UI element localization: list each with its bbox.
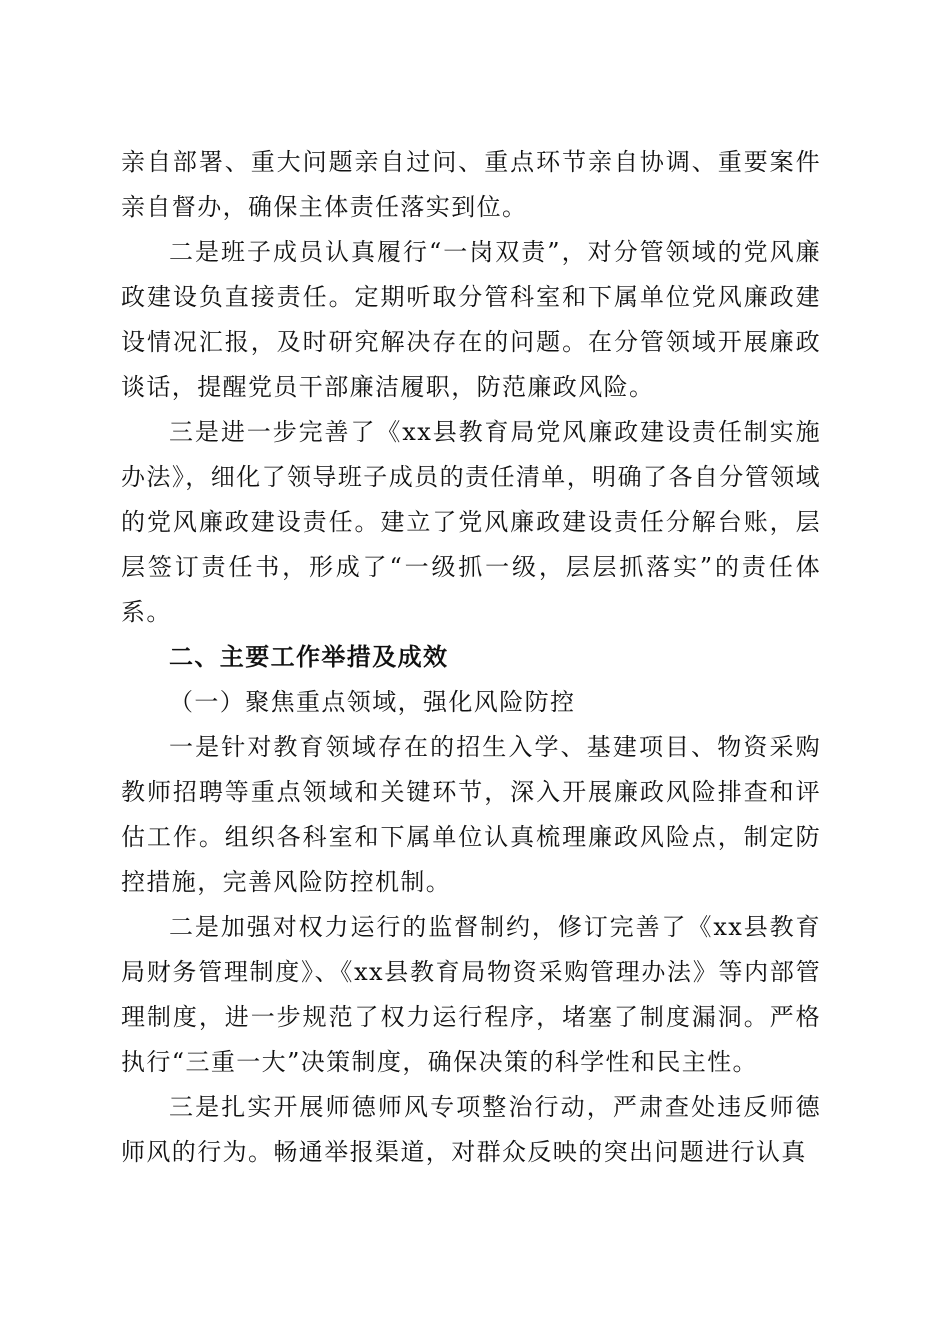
paragraph-continuation: 亲自部署、重大问题亲自过问、重点环节亲自协调、重要案件亲自督办，确保主体责任落实到位。 <box>121 148 821 221</box>
paragraph-risk-screening: 一是针对教育领域存在的招生入学、基建项目、物资采购教师招聘等重点领域和关键环节，深入开展廉政风险排查和评估工作。组织各科室和下属单位认真梳理廉政风险点，制定防控措施，完善风险防控机制。 <box>121 733 821 896</box>
paragraph-team-duties: 二是班子成员认真履行“一岗双责”，对分管领域的党风廉政建设负直接责任。定期听取分管科室和下属单位党风廉政建设情况汇报，及时研究解决存在的问题。在分管领域开展廉政谈话，提醒党员干部廉洁履职，防范廉政风险。 <box>121 238 821 401</box>
paragraph-teacher-ethics: 三是扎实开展师德师风专项整治行动，严肃查处违反师德师风的行为。畅通举报渠道，对群众反映的突出问题进行认真 <box>121 1093 821 1166</box>
paragraph-responsibility-system: 三是进一步完善了《xx县教育局党风廉政建设责任制实施办法》，细化了领导班子成员的责任清单，明确了各自分管领域的党风廉政建设责任。建立了党风廉政建设责任分解台账，层层签订责任书，形成了“一级抓一级，层层抓落实”的责任体系。 <box>121 418 821 626</box>
paragraph-power-supervision: 二是加强对权力运行的监督制约，修订完善了《xx县教育局财务管理制度》、《xx县教育局物资采购管理办法》等内部管理制度，进一步规范了权力运行程序，堵塞了制度漏洞。严格执行“三重一大”决策制度，确保决策的科学性和民主性。 <box>121 913 821 1076</box>
subsection-heading-risk-control: （一）聚焦重点领域，强化风险防控 <box>169 688 576 716</box>
document-body <box>121 140 821 1175</box>
section-heading-measures: 二、主要工作举措及成效 <box>169 643 449 671</box>
